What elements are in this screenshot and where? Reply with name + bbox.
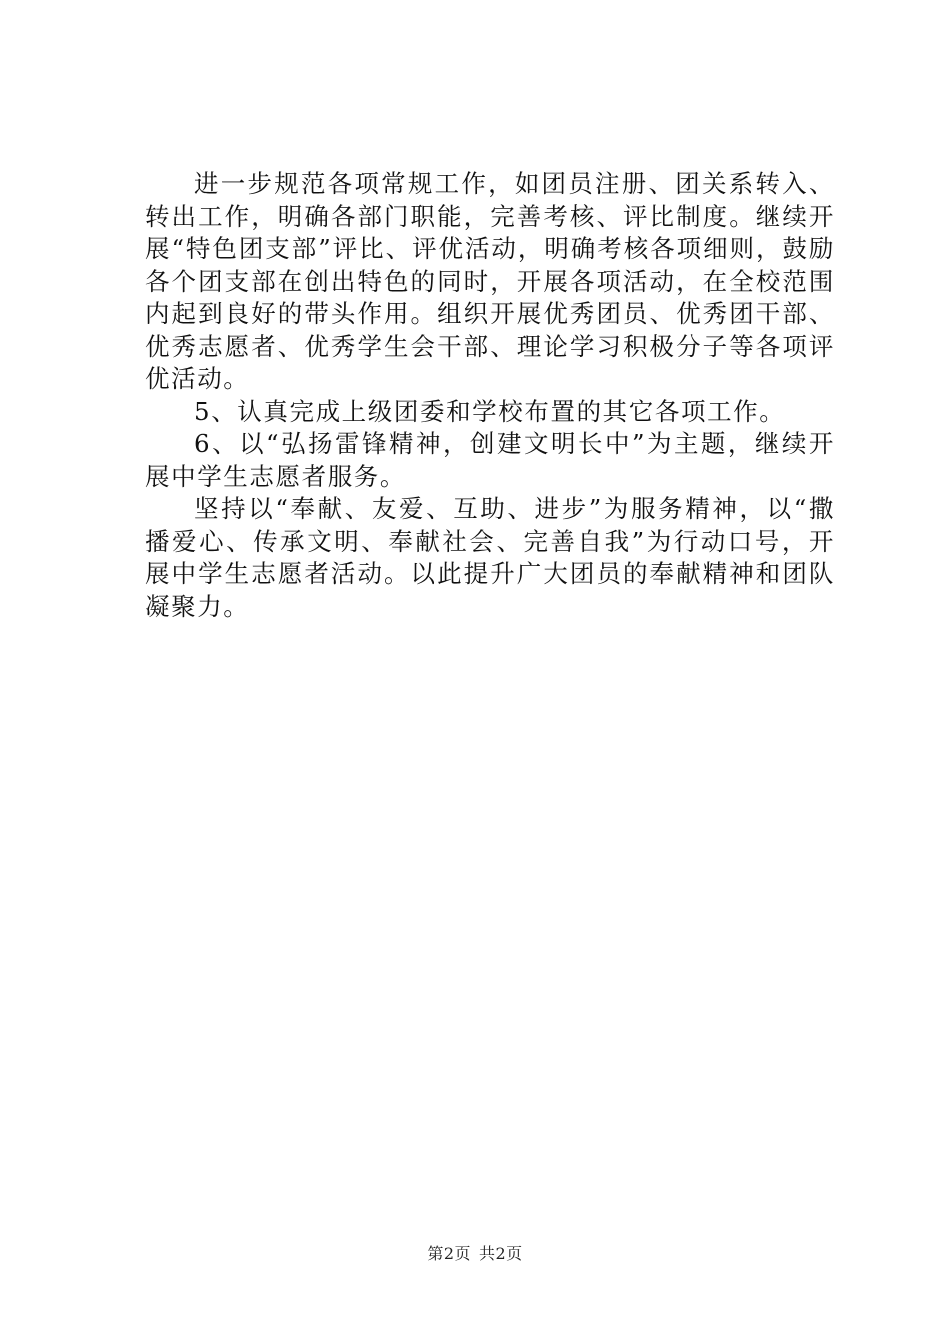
document-body	[145, 168, 835, 623]
paragraph-volunteer-spirit: 坚持以“奉献、友爱、互助、进步”为服务精神，以“撒播爱心、传承文明、奉献社会、完善自我”为行动口号，开展中学生志愿者活动。以此提升广大团员的奉献精神和团队凝聚力。	[145, 494, 835, 621]
paragraph-item-6: 6、以“弘扬雷锋精神，创建文明长中”为主题，继续开展中学生志愿者服务。	[145, 429, 835, 491]
page-number: 第2页	[427, 1244, 471, 1263]
paragraph-work-norms: 进一步规范各项常规工作，如团员注册、团关系转入、转出工作，明确各部门职能，完善考核、评比制度。继续开展“特色团支部”评比、评优活动，明确考核各项细则，鼓励各个团支部在创出特色的同时，开展各项活动，在全校范围内起到良好的带头作用。组织开展优秀团员、优秀团干部、优秀志愿者、优秀学生会干部、理论学习积极分子等各项评优活动。	[145, 169, 835, 393]
page-total: 共2页	[479, 1244, 523, 1263]
paragraph-item-5: 5、认真完成上级团委和学校布置的其它各项工作。	[194, 396, 786, 426]
page-footer	[0, 1242, 950, 1266]
